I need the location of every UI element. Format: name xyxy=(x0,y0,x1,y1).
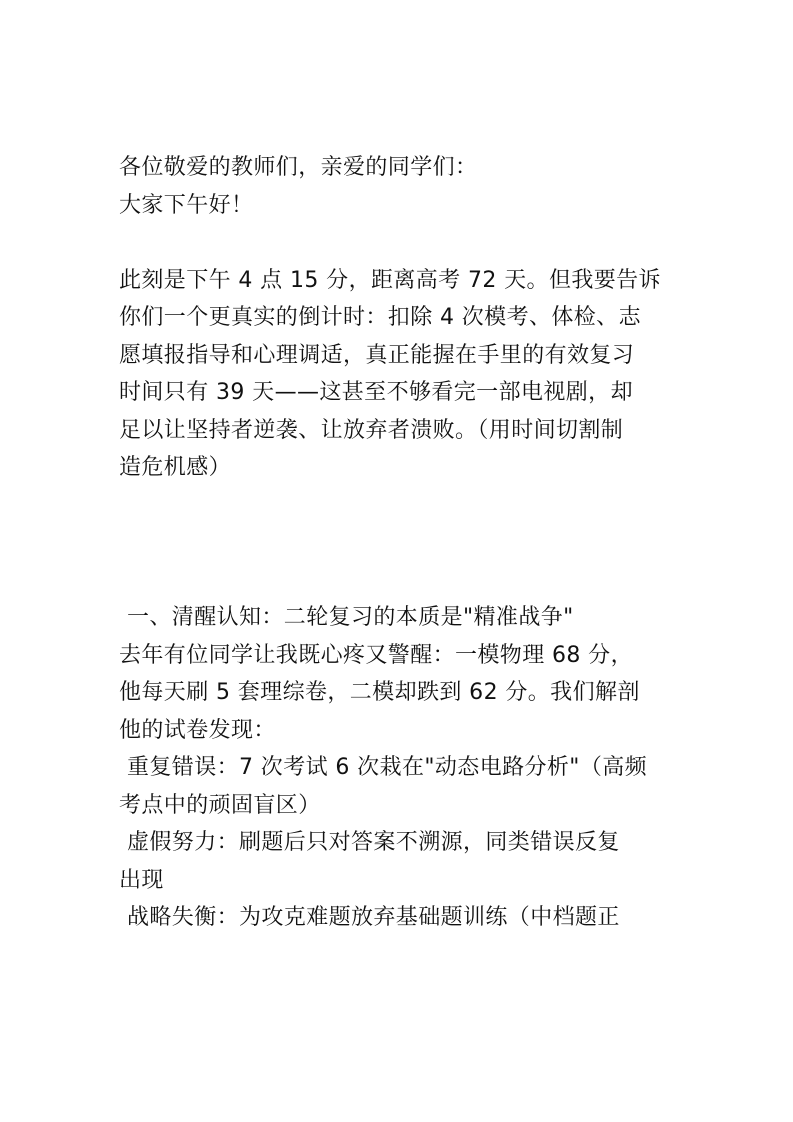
salutation: 各位敬爱的教师们，亲爱的同学们： xyxy=(119,155,478,180)
story-line: 他每天刷 5 套理综卷，二模却跌到 62 分。我们解剖 xyxy=(119,680,640,705)
intro-line: 此刻是下午 4 点 15 分，距离高考 72 天。但我要告诉 xyxy=(119,267,661,293)
intro-line: 愿填报指导和心理调适，真正能握在手里的有效复习 xyxy=(119,342,635,368)
point-line: 重复错误：7 次考试 6 次栽在"动态电路分析"（高频 xyxy=(127,755,648,780)
point-repeated-errors xyxy=(119,749,679,824)
point-false-effort xyxy=(119,824,679,899)
intro-line: 时间只有 39 天——这甚至不够看完一部电视剧，却 xyxy=(119,380,633,405)
story-paragraph xyxy=(119,637,679,750)
section-spacer xyxy=(119,487,679,600)
point-line: 虚假努力：刷题后只对答案不溯源，同类错误反复 xyxy=(127,830,620,855)
point-strategy-imbalance xyxy=(119,899,679,937)
speech-text xyxy=(119,149,679,937)
story-line: 去年有位同学让我既心疼又警醒：一模物理 68 分， xyxy=(119,642,633,668)
intro-line: 造危机感） xyxy=(119,455,232,480)
point-line: 考点中的顽固盲区） xyxy=(119,792,321,818)
section-heading: 一、清醒认知：二轮复习的本质是"精准战争" xyxy=(127,605,574,630)
intro-line: 足以让坚持者逆袭、让放弃者溃败。（用时间切割制 xyxy=(119,417,624,443)
story-line: 他的试卷发现： xyxy=(119,717,276,743)
point-line: 战略失衡：为攻克难题放弃基础题训练（中档题正 xyxy=(127,905,620,930)
greeting-hello: 大家下午好！ xyxy=(119,192,254,218)
paragraph-spacer xyxy=(119,224,679,262)
intro-paragraph xyxy=(119,262,679,487)
point-line: 出现 xyxy=(119,867,164,893)
intro-line: 你们一个更真实的倒计时：扣除 4 次模考、体检、志 xyxy=(119,305,641,330)
